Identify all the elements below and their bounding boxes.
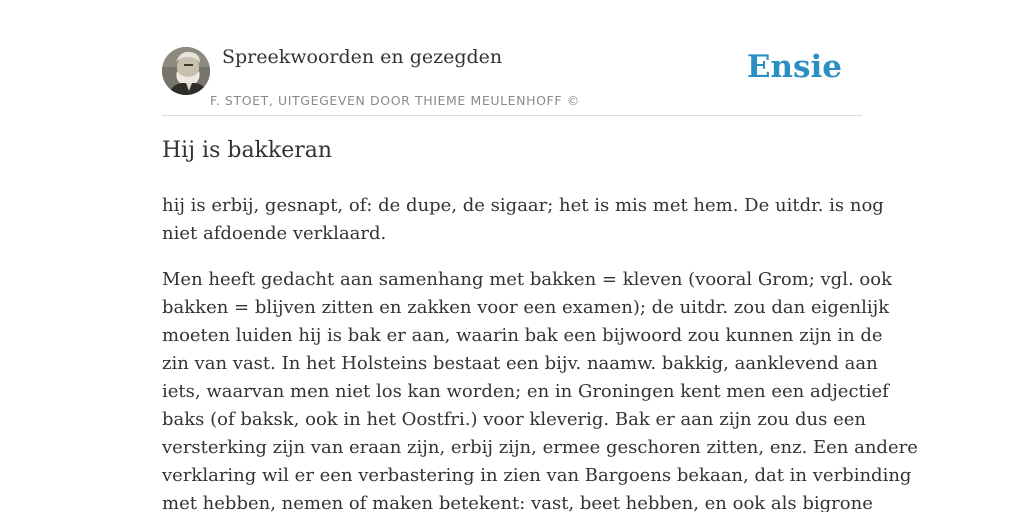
text-line: verklaring wil er een verbastering in zien van Bargoens bekaan, dat in verbinding xyxy=(162,465,912,486)
text-line: zin van vast. In het Holsteins bestaat een bijv. naamw. bakkig, aanklevend aan xyxy=(162,353,878,374)
text-line: niet afdoende verklaard. xyxy=(162,223,387,244)
entry-body xyxy=(162,192,918,512)
text-line: bakken = blijven zitten en zakken voor een examen); de uitdr. zou dan eigenlijk xyxy=(162,297,890,318)
text-line: Men heeft gedacht aan samenhang met bakken = kleven (vooral Grom; vgl. ook xyxy=(162,269,892,290)
paragraph-gap xyxy=(162,248,862,266)
source-header xyxy=(162,44,862,116)
source-title[interactable]: Spreekwoorden en gezegden xyxy=(222,46,503,68)
text-line: met hebben, nemen of maken betekent: vast, beet hebben, en ook als bigrone xyxy=(162,493,873,512)
text-line: hij is erbij, gesnapt, of: de dupe, de sigaar; het is mis met hem. De uitdr. is nog xyxy=(162,195,884,216)
text-line: baks (of baksk, ook in het Oostfri.) voor kleverig. Bak er aan zijn zou dus een xyxy=(162,409,866,430)
author-portrait-icon xyxy=(162,47,210,95)
text-line: moeten luiden hij is bak er aan, waarin bak een bijwoord zou kunnen zijn in de xyxy=(162,325,883,346)
text-line: versterking zijn van eraan zijn, erbij zijn, ermee geschoren zitten, enz. Een andere xyxy=(162,437,918,458)
paragraph xyxy=(162,266,918,512)
paragraph xyxy=(162,192,884,248)
entry-title: Hij is bakkeran xyxy=(162,138,333,163)
source-credit: F. STOET, UITGEGEVEN DOOR THIEME MEULENHOFF © xyxy=(210,93,580,108)
text-line: iets, waarvan men niet los kan worden; en in Groningen kent men een adjectief xyxy=(162,381,889,402)
ensie-logo[interactable]: Ensie xyxy=(746,49,842,85)
